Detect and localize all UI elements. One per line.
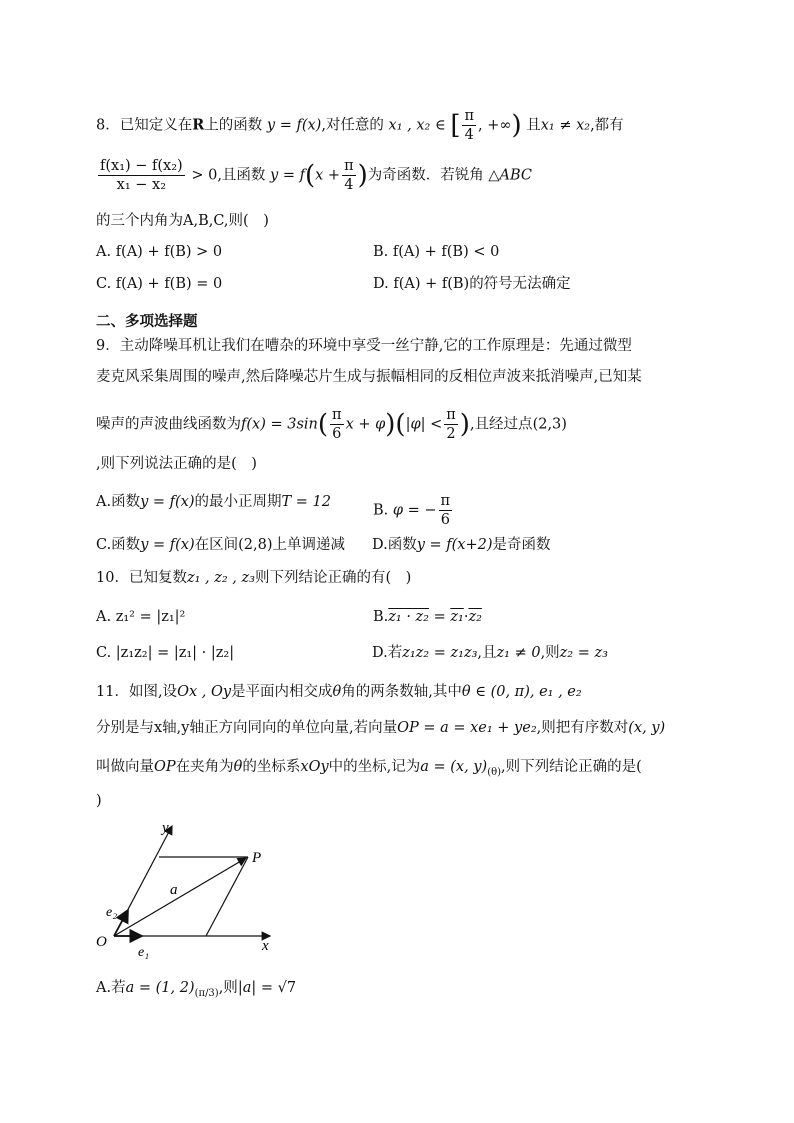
q11-text4: 分别是与x轴,y轴正方向同向的单位向量,若向量 <box>96 720 398 736</box>
q8-text: ,对任意的 <box>321 117 384 134</box>
q10-optd-neq: z₁ ≠ 0 <box>496 645 541 661</box>
q9-optc-text: C.函数 <box>96 537 141 553</box>
q8-text: ,且函数 <box>217 167 266 184</box>
q9-func: f(x) = 3sin <box>241 416 318 433</box>
label-P: P <box>252 850 262 866</box>
q8-line2 <box>96 157 532 194</box>
q9-opta-text: A.函数 <box>96 494 141 510</box>
bracket-left: [ <box>450 110 461 141</box>
q9-opta-text2: 的最小正周期 <box>194 494 282 510</box>
q9-pi6: $\frac{\pi}{6}$ <box>332 407 342 442</box>
q11-text9: 中的坐标,记为 <box>328 759 421 775</box>
q9-optc-interval: (2,8) <box>238 537 273 553</box>
paren-right: ) <box>385 409 396 440</box>
q9-pi2: $\frac{\pi}{2}$ <box>446 407 456 442</box>
q10-text2: 则下列结论正确的有( ) <box>254 570 412 586</box>
q8-func: y = f(x) <box>266 117 322 134</box>
q11-opta-text: A.若 <box>96 980 126 996</box>
q8-text: 为奇函数．若锐角 <box>367 167 484 184</box>
q8-line1 <box>96 107 624 144</box>
q10-optd-text2: ,且 <box>477 645 497 661</box>
q11-text3: 角的两条数轴,其中 <box>341 684 462 700</box>
paren-left: ( <box>304 160 316 191</box>
q9-optd-text2: 是奇函数 <box>492 537 551 553</box>
q8-pi4: $\frac{\pi}{4}$ <box>464 108 474 143</box>
q9-text: 噪声的声波曲线函数为 <box>96 416 241 433</box>
paren-right: ) <box>357 160 368 191</box>
q10-optb-dot: · <box>463 609 469 625</box>
q9-option-a[interactable] <box>96 492 331 512</box>
label-y: y <box>162 820 169 836</box>
q11-line4: ) <box>96 793 102 809</box>
q10-optb-label: B. <box>373 609 389 625</box>
q11-opta-val: √7 <box>277 980 297 996</box>
label-x: x <box>262 938 269 954</box>
q11-text: 11．如图,设 <box>96 684 178 700</box>
q9-text: ,且经过点 <box>469 416 533 433</box>
q9-point: (2,3) <box>532 416 567 433</box>
paren-left: ( <box>395 409 406 440</box>
paren-right: ) <box>459 409 470 440</box>
q10-optd-eq: z₁z₂ = z₁z₃ <box>402 645 478 661</box>
q10-optb-eq: = <box>433 609 446 625</box>
q11-theta2: θ <box>233 759 243 775</box>
q11-option-a[interactable] <box>96 978 296 1004</box>
q11-units: , e₁ , e₂ <box>529 684 582 700</box>
q10-optd-text: D.若 <box>372 645 403 661</box>
q11-coord: a = (x, y) <box>420 759 488 775</box>
q8-xplus: x + <box>315 167 341 184</box>
q8-vars: x₁ , x₂ ∈ <box>388 117 446 134</box>
q8-pi4b: $\frac{\pi}{4}$ <box>344 158 354 193</box>
q11-axes: Ox , Oy <box>177 684 232 700</box>
label-e2: e₂ <box>106 905 118 920</box>
paren-right: ) <box>511 110 522 141</box>
q9-xphi: x + φ <box>345 416 386 433</box>
q10-option-a[interactable]: A. z₁² = |z₁|² <box>96 609 186 625</box>
q10-optb-r1: z₁ <box>450 609 464 625</box>
q11-range: θ ∈ (0, π) <box>461 684 530 700</box>
q10-optb-r2: z₂ <box>468 609 482 625</box>
q10-optb-lhs: z₁ · z₂ <box>388 609 429 625</box>
q11-opta-mod: |a| = <box>237 980 273 996</box>
q9-line4: ,则下列说法正确的是( ) <box>96 456 257 472</box>
q11-text6: 叫做向量 <box>96 759 154 775</box>
q11-line3 <box>96 757 642 783</box>
q9-line3 <box>96 406 567 443</box>
section-title: 二、多项选择题 <box>96 314 198 330</box>
q9-line2: 麦克风采集周围的噪声,然后降噪芯片生成与振幅相同的反相位声波来抵消噪声,已知某 <box>96 369 642 385</box>
q9-option-c[interactable] <box>96 535 345 555</box>
q11-line1 <box>96 682 582 702</box>
q9-optb-frac: $\frac{\pi}{6}$ <box>440 493 451 528</box>
q11-pair: (x, y) <box>628 720 666 736</box>
q8-gt0: > 0 <box>191 167 218 184</box>
q11-text2: 是平面内相交成 <box>231 684 333 700</box>
q11-text10: ,则下列结论正确的是( <box>501 759 642 775</box>
q8-R: R <box>192 116 205 134</box>
q8-optd-text: 的符号无法确定 <box>469 276 571 292</box>
q8-text: 且 <box>526 117 541 134</box>
q11-text7: 在夹角为 <box>175 759 234 775</box>
q11-text5: ,则把有序数对 <box>536 720 629 736</box>
label-a: a <box>170 882 178 898</box>
q11-xoy: xOy <box>300 759 329 775</box>
q8-diff-quotient: $\frac{\text{f(x₁) − f(x₂)}}{\text{x₁ − x₂}}$ <box>100 158 183 193</box>
q9-abs: |φ| < <box>405 416 443 433</box>
q10-optd-res: z₂ = z₃ <box>559 645 608 661</box>
q11-vec: OP = a = xe₁ + ye₂ <box>397 720 537 736</box>
label-O: O <box>96 934 107 950</box>
q8-func2: y = f <box>270 167 305 184</box>
q9-optc-func: y = f(x) <box>140 537 195 553</box>
q8-triangle: △ABC <box>488 167 533 184</box>
q9-option-b[interactable] <box>373 492 454 529</box>
q11-opta-vec: a = (1, 2) <box>125 980 195 996</box>
q9-line1: 9．主动降噪耳机让我们在嘈杂的环境中享受一丝宁静,它的工作原理是：先通过微型 <box>96 338 632 354</box>
q11-text8: 的坐标系 <box>242 759 301 775</box>
q8-option-d[interactable] <box>373 274 571 294</box>
q10-text: 10．已知复数 <box>96 570 187 586</box>
q8-inf: , +∞ <box>478 117 512 134</box>
q9-optb-label: B. <box>373 502 389 519</box>
q10-optd-text3: ,则 <box>540 645 560 661</box>
vector-diagram <box>90 812 290 962</box>
q8-line3: 的三个内角为A,B,C,则( ) <box>96 213 269 229</box>
q8-option-c[interactable]: C. f(A) + f(B) = 0 <box>96 276 223 292</box>
q9-optc-text3: 上单调递减 <box>272 537 345 553</box>
q10-option-b[interactable] <box>373 607 482 627</box>
q8-text: 8．已知定义在 <box>96 117 193 134</box>
q8-text: ,都有 <box>590 117 624 134</box>
q11-opta-sub: (π/3) <box>194 987 219 999</box>
q9-optd-func: y = f(x+2) <box>416 537 493 553</box>
q11-coord-sub: (θ) <box>487 766 502 778</box>
q8-option-a[interactable]: A. f(A) + f(B) > 0 <box>96 244 223 260</box>
q11-opta-text2: ,则 <box>218 980 238 996</box>
q10-option-c[interactable]: C. |z₁z₂| = |z₁| · |z₂| <box>96 645 235 661</box>
q11-op: OP <box>154 759 176 775</box>
q9-optc-text2: 在区间 <box>194 537 239 553</box>
q8-text: 上的函数 <box>204 117 263 134</box>
q8-neq: x₁ ≠ x₂ <box>540 117 591 134</box>
q10-option-d[interactable] <box>372 643 608 663</box>
paren-left: ( <box>317 409 329 440</box>
q10-line1 <box>96 568 411 588</box>
q9-opta-func: y = f(x) <box>140 494 195 510</box>
q11-theta: θ <box>332 684 342 700</box>
q10-vars: z₁ , z₂ , z₃ <box>186 570 255 586</box>
q8-optd-expr: D. f(A) + f(B) <box>373 276 470 292</box>
q8-option-b[interactable]: B. f(A) + f(B) < 0 <box>373 244 500 260</box>
label-e1: e₁ <box>138 945 150 960</box>
q9-optd-text: D.函数 <box>372 537 417 553</box>
q11-line2 <box>96 718 665 738</box>
q9-optb-phi: φ = − <box>392 502 437 519</box>
q9-opta-T: T = 12 <box>281 494 332 510</box>
q9-option-d[interactable] <box>372 535 551 555</box>
